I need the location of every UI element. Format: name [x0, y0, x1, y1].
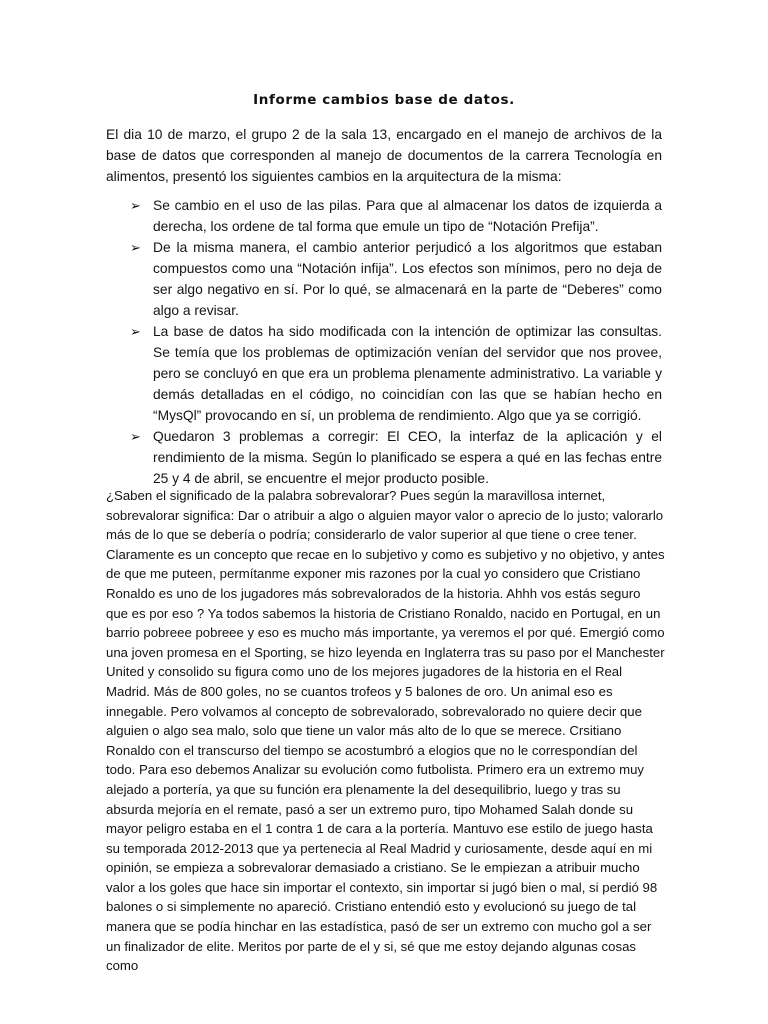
list-item — [130, 195, 662, 237]
list-item-text: La base de datos ha sido modificada con la intención de optimizar las consultas. Se temía que los problemas de optimización venían del servidor que nos provee, pero se concluyó en que era un problema plenamente administrativo. La variable y demás detalladas en el código, no coincidían con las que se habían hecho en “MysQl” provocando en sí, un problema de rendimiento. Algo que ya se corrigió. — [153, 324, 662, 423]
arrowhead-bullet-icon: ➢ — [130, 241, 141, 256]
intro-paragraph: El dia 10 de marzo, el grupo 2 de la sala 13, encargado en el manejo de archivos de la base de datos que corresponden al manejo de documentos de la carrera Tecnología en alimentos, presentó los siguientes cambios en la arquitectura de la misma: — [106, 127, 662, 184]
list-item — [130, 426, 662, 489]
list-item-text: De la misma manera, el cambio anterior perjudicó a los algoritmos que estaban compuestos como una “Notación infija”. Los efectos son mínimos, pero no deja de ser algo negativo en sí. Por lo qué, se almacenará en la parte de “Deberes” como algo a revisar. — [153, 240, 662, 318]
arrowhead-bullet-icon: ➢ — [130, 325, 141, 340]
list-item-text: Quedaron 3 problemas a corregir: El CEO, la interfaz de la aplicación y el rendimiento de la misma. Según lo planificado se espera a qué en las fechas entre 25 y 4 de abril, se encuentre el mejor producto posible. — [153, 429, 662, 486]
list-item — [130, 321, 662, 426]
arrowhead-bullet-icon: ➢ — [130, 199, 141, 214]
changes-list — [130, 195, 662, 489]
essay-paragraph: ¿Saben el significado de la palabra sobrevalorar? Pues según la maravillosa internet, sobrevalorar significa: Dar o atribuir a algo o alguien mayor valor o aprecio de lo justo; valorarlo más de lo que se debería o podría; considerarlo de valor superior al que tiene o cree tener. Claramente es un concepto que recae en lo subjetivo y como es subjetivo y no objetivo, y antes de que me puteen, permítanme exponer mis razones por la cual yo considero que Cristiano Ronaldo es uno de los jugadores más sobrevalorados de la historia. Ahhh vos estás seguro que es por eso ? Ya todos sabemos la historia de Cristiano Ronaldo, nacido en Portugal, en un barrio pobreee pobreee y eso es mucho más importante, ya veremos el por qué. Emergió como una joven promesa en el Sporting, se hizo leyenda en Inglaterra tras su paso por el Manchester United y consolido su figura como uno de los mejores jugadores de la historia en el Real Madrid. Más de 800 goles, no se cuantos trofeos y 5 balones de oro. Un animal eso es innegable. Pero volvamos al concepto de sobrevalorado, sobrevalorado no quiere decir que alguien o algo sea malo, solo que tiene un valor más alto de lo que se merece. Crsitiano Ronaldo con el transcurso del tiempo se acostumbró a elogios que no le correspondían del todo. Para eso debemos Analizar su evolución como futbolista. Primero era un extremo muy alejado a portería, ya que su función era plenamente la del desequilibrio, luego y tras su absurda mejoría en el remate, pasó a ser un extremo puro, tipo Mohamed Salah donde su mayor peligro estaba en el 1 contra 1 de cara a la portería. Mantuvo ese estilo de juego hasta su temporada 2012-2013 que ya pertenecia al Real Madrid y curiosamente, desde aquí en mi opinión, se empieza a sobrevalorar demasiado a cristiano. Se le empiezan a atribuir mucho valor a los goles que hace sin importar el contexto, sin importar si jugó bien o mal, si perdió 98 balones o si simplemente no apareció. Cristiano entendió esto y evolucionó su juego de tal manera que se podía hinchar en las estadística, pasó de ser un extremo con mucho gol a ser un finalizador de elite. Meritos por parte de el y si, sé que me estoy dejando algunas cosas como — [106, 488, 665, 974]
list-item-text: Se cambio en el uso de las pilas. Para que al almacenar los datos de izquierda a derecha, los ordene de tal forma que emule un tipo de “Notación Prefija”. — [153, 198, 662, 234]
arrowhead-bullet-icon: ➢ — [130, 430, 141, 445]
list-item — [130, 237, 662, 321]
document-title: Informe cambios base de datos. — [253, 92, 515, 108]
